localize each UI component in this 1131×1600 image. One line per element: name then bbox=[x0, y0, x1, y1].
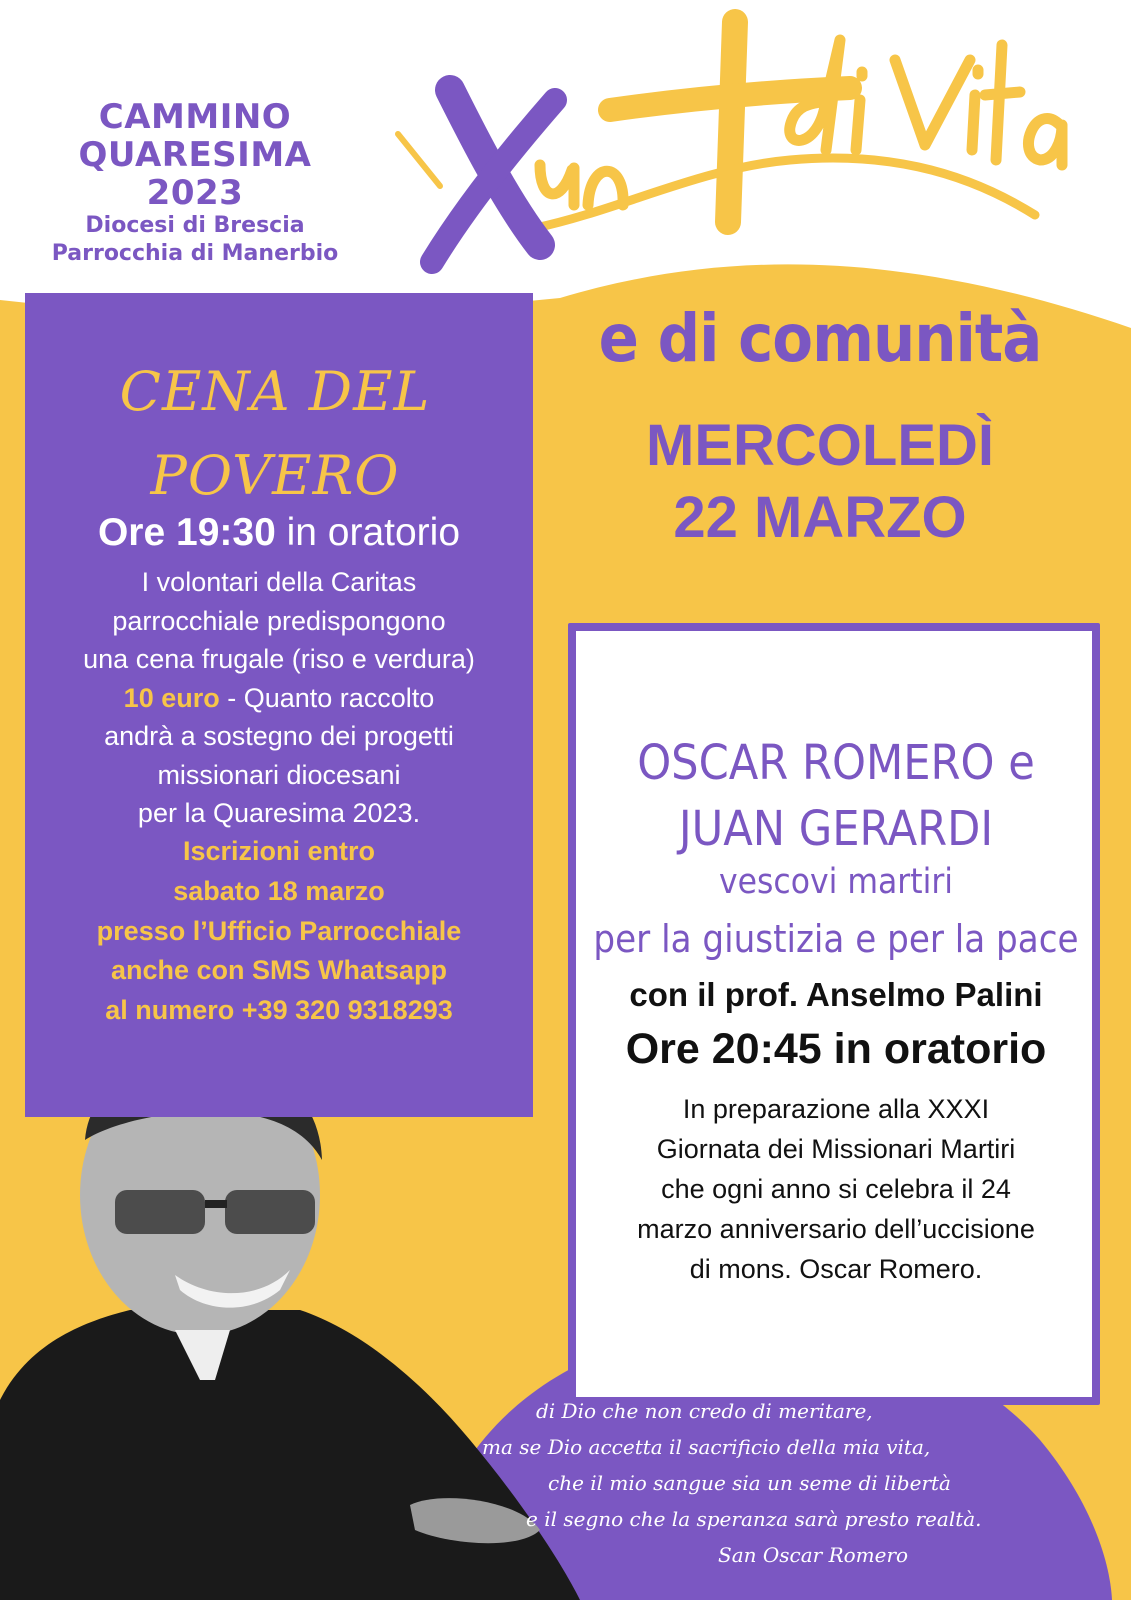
cena-time-bold: Ore 19:30 bbox=[97, 511, 276, 554]
cena-desc-line: missionari diocesani bbox=[157, 759, 401, 790]
quote-line: ma se Dio accetta il sacrificio della mia vita, bbox=[482, 1435, 931, 1459]
cena-desc-line: per la Quaresima 2023. bbox=[137, 798, 421, 828]
cena-time-place: in oratorio bbox=[275, 511, 461, 554]
registration-phone: al numero +39 320 9318293 bbox=[105, 995, 453, 1026]
conference-title-line2: JUAN GERARDI bbox=[678, 801, 994, 857]
cena-title-line2: POVERO bbox=[150, 444, 400, 507]
event-day: MERCOLEDÌ bbox=[646, 413, 994, 478]
registration-line: sabato 18 marzo bbox=[173, 875, 385, 906]
conference-desc-line: In preparazione alla XXXI bbox=[682, 1094, 990, 1124]
conference-description bbox=[576, 1089, 1096, 1289]
conference-subtitle-2: per la giustizia e per la pace bbox=[593, 917, 1079, 961]
quote-line: che il mio sangue sia un seme di libertà bbox=[548, 1471, 951, 1495]
subtitle-comunita: e di comunità bbox=[598, 300, 1042, 377]
cena-desc-line: I volontari della Caritas bbox=[141, 567, 417, 597]
conference-desc-line: di mons. Oscar Romero. bbox=[689, 1254, 983, 1284]
event-date bbox=[560, 410, 1080, 554]
conference-desc-line: che ogni anno si celebra il 24 bbox=[661, 1174, 1011, 1204]
event-date-value: 22 MARZO bbox=[673, 485, 967, 550]
cena-description bbox=[25, 563, 533, 833]
header-title-line2: QUARESIMA bbox=[78, 135, 312, 175]
cena-price-rest: - Quanto raccolto bbox=[219, 682, 435, 713]
header-year: 2023 bbox=[146, 173, 244, 213]
cena-registration bbox=[25, 832, 533, 1031]
cena-desc-line: parrocchiale predispongono bbox=[112, 605, 446, 636]
quote-author: San Oscar Romero bbox=[718, 1543, 909, 1567]
header-organization bbox=[30, 98, 360, 268]
cena-price-line bbox=[25, 679, 533, 718]
conference-desc-line: marzo anniversario dell’uccisione bbox=[637, 1214, 1035, 1244]
registration-line: anche con SMS Whatsapp bbox=[110, 955, 448, 986]
quote-line: Il martirio è una grazia bbox=[582, 1363, 818, 1387]
header-diocese: Diocesi di Brescia bbox=[85, 213, 305, 238]
quote-line: di Dio che non credo di meritare, bbox=[536, 1399, 873, 1423]
conference-subtitle: vescovi martiri bbox=[718, 862, 954, 902]
conference-speaker: con il prof. Anselmo Palini bbox=[629, 976, 1043, 1013]
conference-desc-line: Giornata dei Missionari Martiri bbox=[656, 1134, 1016, 1164]
cena-time bbox=[25, 511, 533, 555]
cena-desc-line: andrà a sostegno dei progetti bbox=[104, 721, 454, 751]
cena-title-line1: CENA DEL bbox=[119, 360, 431, 423]
quote-line: e il segno che la speranza sarà presto realtà. bbox=[526, 1507, 982, 1531]
header-title-line1: CAMMINO bbox=[98, 97, 292, 137]
registration-line: presso l’Ufficio Parrocchiale bbox=[96, 915, 462, 946]
conference-time: Ore 20:45 in oratorio bbox=[625, 1025, 1047, 1073]
cena-title bbox=[40, 350, 510, 518]
conference-title bbox=[576, 730, 1096, 862]
registration-line: Iscrizioni entro bbox=[182, 836, 376, 866]
header-parish: Parrocchia di Manerbio bbox=[51, 241, 339, 266]
romero-quote bbox=[470, 1357, 1010, 1573]
cena-price: 10 euro bbox=[123, 682, 220, 713]
cena-desc-line: una cena frugale (riso e verdura) bbox=[83, 644, 475, 674]
conference-title-line1: OSCAR ROMERO e bbox=[637, 735, 1035, 791]
